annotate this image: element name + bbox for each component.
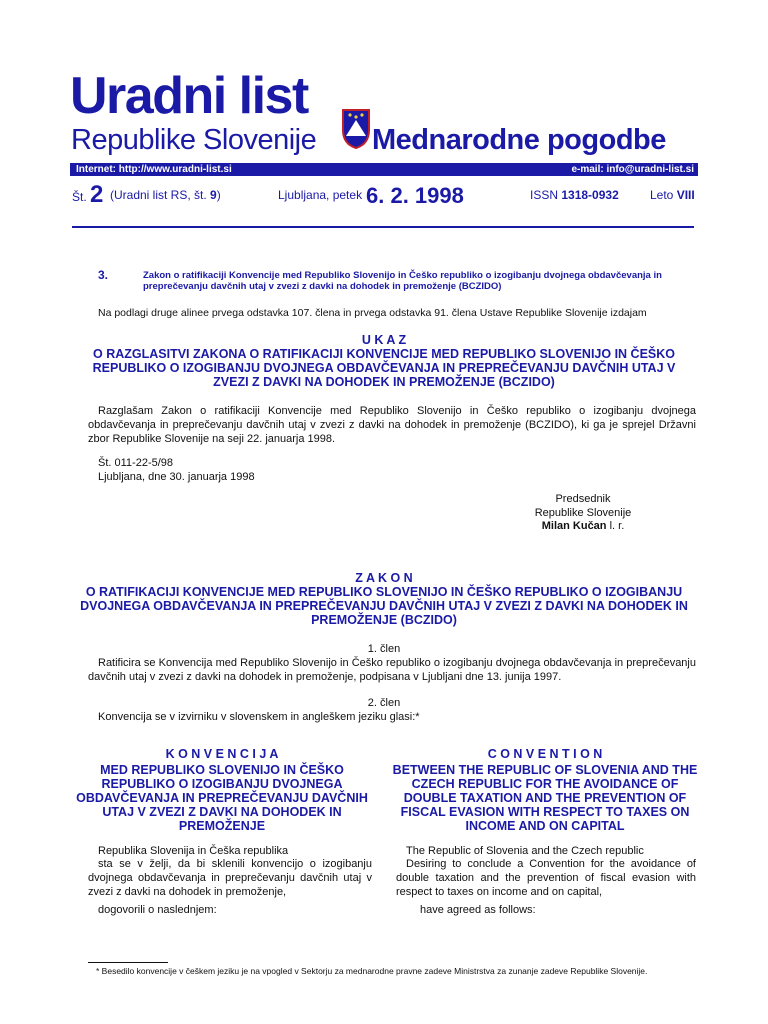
signature-name: Milan Kučan [541, 520, 607, 532]
issue-ref-number: 9 [210, 188, 217, 202]
issn-label: ISSN [530, 188, 559, 202]
zakon-heading: Z A K O N [355, 571, 413, 585]
convention-sl-title: MED REPUBLIKO SLOVENIJO IN ČEŠKO REPUBLIKO O IZOGIBANJU DVOJNEGA OBDAVČEVANJA IN PREPREČEVANJU DAVČNIH UTAJ V ZVEZI Z DAVKI NA DOHODEK IN PREMOŽENJE [76, 763, 368, 833]
issue-date: 6. 2. 1998 [366, 183, 464, 208]
ukaz-body: Razglašam Zakon o ratifikaciji Konvencije med Republiko Slovenijo in Češko republiko o izogibanju dvojnega obdavčevanja in preprečevanju davčnih utaj v zvezi z davki na dohodek in premoženje (BCZIDO), ki ga je sprejel Državni zbor Republike Slovenije na seji 22. januarja 1998. [88, 405, 696, 445]
year-label: Leto [650, 188, 674, 202]
convention-sl-parties: Republika Slovenija in Češka republika [98, 845, 289, 857]
preamble-text: Na podlagi druge alinee prvega odstavka 107. člena in prvega odstavka 91. člena Ustave Republike Slovenije izdajam [98, 307, 647, 319]
issue-place: Ljubljana, petek [278, 188, 363, 202]
convention-en-agreed: have agreed as follows: [420, 904, 536, 916]
masthead-title: Uradni list [70, 67, 308, 125]
issn-value: 1318-0932 [561, 188, 619, 202]
issue-st-label: Št. [72, 190, 87, 204]
item-title: Zakon o ratifikaciji Konvencije med Republiko Slovenijo in Češko republiko o izogibanju dvojnega obdavčevanja in preprečevanju davčnih utaj v zvezi z davki na dohodek in premoženje (BCZIDO) [143, 270, 662, 292]
slovenia-coat-of-arms-icon [341, 108, 371, 150]
convention-sl-agreed: dogovorili o naslednjem: [98, 904, 217, 916]
issue-number: 2 [90, 181, 104, 208]
signature-line [500, 519, 666, 533]
convention-en-parties: The Republic of Slovenia and the Czech republic [406, 845, 644, 857]
item-number: 3. [98, 268, 109, 282]
issue-info [72, 181, 698, 218]
zakon-title: O RATIFIKACIJI KONVENCIJE MED REPUBLIKO SLOVENIJO IN ČEŠKO REPUBLIKO O IZOGIBANJU DVOJNEGA OBDAVČEVANJA IN PREPREČEVANJU DAVČNIH UTAJ V ZVEZI Z DAVKI NA DOHODEK IN PREMOŽENJE (BCZIDO) [80, 585, 688, 627]
year-value: VIII [676, 188, 695, 202]
header-rule [72, 226, 694, 228]
article-1-text: Ratificira se Konvencija med Republiko Slovenijo in Češko republiko o izogibanju dvojnega obdavčevanja in preprečevanju davčnih utaj v zvezi z davki na dohodek in premoženje, podpisana v Ljubljani dne 13. junija 1997. [88, 657, 696, 683]
masthead-section: Mednarodne pogodbe [372, 124, 666, 156]
issue-ref-close: ) [216, 188, 221, 202]
email-link[interactable]: e-mail: info@uradni-list.si [571, 164, 694, 175]
ukaz-reference: Št. 011-22-5/98 [98, 457, 174, 469]
contact-bar [70, 163, 698, 176]
convention-sl-heading: K O N V E N C I J A [165, 747, 279, 761]
article-2-text: Konvencija se v izvirniku v slovenskem in angleškem jeziku glasi:* [98, 711, 420, 723]
issue-ref: (Uradni list RS, št. [110, 188, 207, 202]
ukaz-dated: Ljubljana, dne 30. januarja 1998 [98, 471, 255, 483]
footnote: * Besedilo konvencije v češkem jeziku je na vpogled v Sektorju za mednarodne pravne zadeve Ministrstva za zunanje zadeve Republike Slovenije. [96, 966, 648, 976]
ukaz-title: O RAZGLASITVI ZAKONA O RATIFIKACIJI KONVENCIJE MED REPUBLIKO SLOVENIJO IN ČEŠKO REPUBLIKO O IZOGIBANJU DVOJNEGA OBDAVČEVANJA IN PREPREČEVANJU DAVČNIH UTAJ V ZVEZI Z DAVKI NA DOHODEK IN PREMOŽENJE (BCZIDO) [92, 347, 676, 389]
convention-sl-desire: sta se v želji, da bi sklenili konvencijo o izogibanju dvojnega obdavčevanja in preprečevanju davčnih utaj v zvezi z davki na dohodek in premoženje, [88, 858, 372, 898]
signature-role: Predsednik [555, 493, 611, 505]
internet-link[interactable]: Internet: http://www.uradni-list.si [76, 164, 232, 175]
convention-en-heading: C O N V E N T I O N [487, 747, 603, 761]
footnote-rule [88, 962, 168, 963]
masthead-subtitle: Republike Slovenije [71, 124, 317, 156]
convention-en-title: BETWEEN THE REPUBLIC OF SLOVENIA AND THE CZECH REPUBLIC FOR THE AVOIDANCE OF DOUBLE TAXATION AND THE PREVENTION OF FISCAL EVASION WITH RESPECT TO TAXES ON INCOME AND ON CAPITAL [392, 763, 698, 833]
article-2-label: 2. člen [367, 697, 401, 709]
signature-org: Republike Slovenije [534, 507, 632, 519]
signature-suffix: l. r. [606, 520, 625, 532]
ukaz-heading: U K A Z [361, 333, 407, 347]
convention-en-desire: Desiring to conclude a Convention for the avoidance of double taxation and the prevention of fiscal evasion with respect to taxes on income and on capital, [396, 858, 696, 898]
article-1-label: 1. člen [367, 643, 401, 655]
